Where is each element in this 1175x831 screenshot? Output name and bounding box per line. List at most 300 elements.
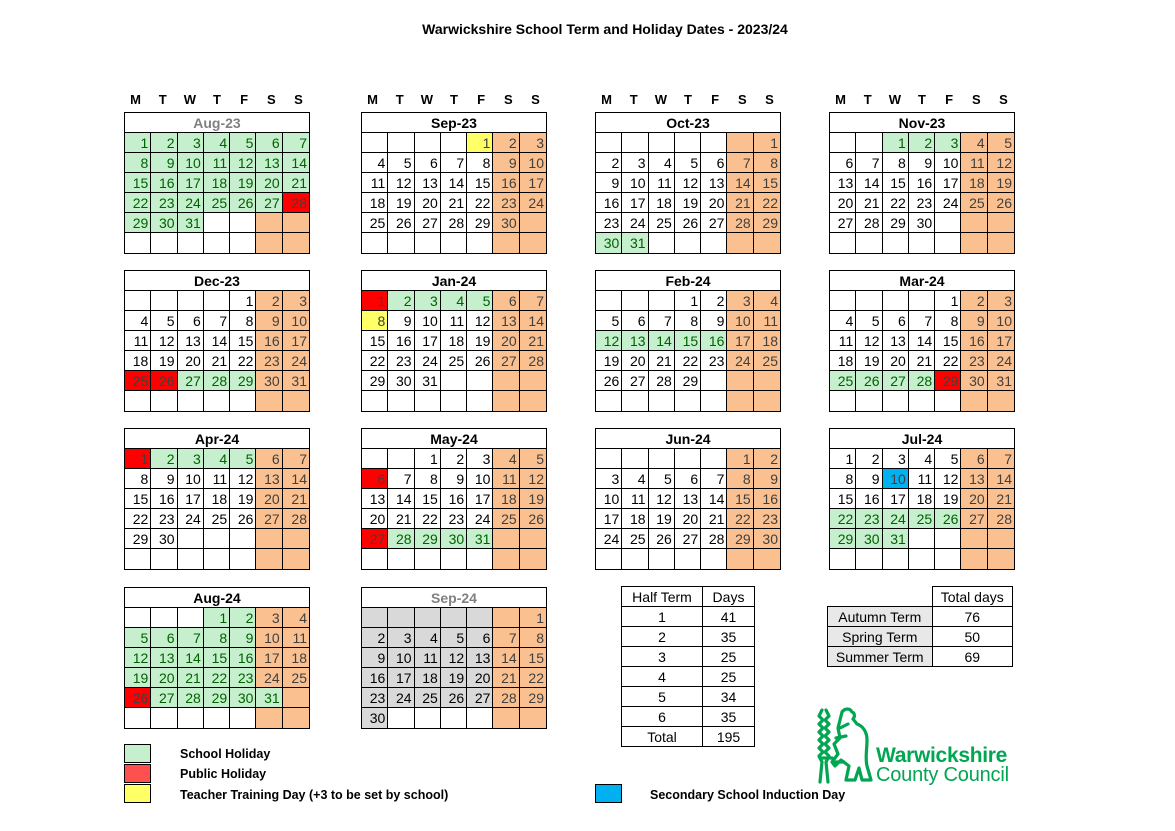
day-cell: [125, 391, 151, 411]
day-cell: [935, 391, 961, 411]
day-cell: 8: [125, 153, 151, 173]
day-cell: 21: [441, 193, 467, 213]
day-cell: 30: [856, 529, 882, 549]
day-cell: 28: [493, 688, 519, 708]
day-cell: 13: [256, 469, 282, 489]
day-cell: 31: [415, 371, 441, 391]
day-cell: 5: [230, 449, 256, 469]
day-cell: 28: [283, 509, 309, 529]
day-cell: 5: [596, 311, 622, 331]
day-cell: 11: [125, 331, 151, 351]
weekday-label: T: [158, 92, 167, 107]
day-cell: [388, 233, 414, 253]
day-cell: 31: [256, 688, 282, 708]
day-cell: 14: [649, 331, 675, 351]
day-cell: [883, 549, 909, 569]
day-cell: 19: [520, 489, 546, 509]
day-cell: 14: [283, 469, 309, 489]
month-name: Apr-24: [125, 429, 309, 449]
day-cell: [256, 708, 282, 728]
day-cell: 30: [441, 529, 467, 549]
day-cell: 19: [151, 351, 177, 371]
day-cell: 18: [204, 489, 230, 509]
day-cell: 29: [830, 529, 856, 549]
induction-label: Secondary School Induction Day: [650, 788, 846, 802]
day-cell: 8: [830, 469, 856, 489]
day-cell: 22: [204, 668, 230, 688]
day-cell: [935, 529, 961, 549]
weekday-label: T: [450, 92, 458, 107]
day-cell: [441, 708, 467, 728]
public-holiday-swatch: [124, 764, 151, 783]
day-cell: 16: [388, 331, 414, 351]
day-cell: 22: [467, 193, 493, 213]
day-cell: 15: [830, 489, 856, 509]
day-cell: 26: [230, 193, 256, 213]
weekday-label: S: [266, 92, 276, 107]
day-cell: [649, 233, 675, 253]
day-cell: 23: [151, 509, 177, 529]
day-cell: [178, 291, 204, 311]
day-cell: 1: [204, 608, 230, 628]
term-days: 50: [932, 627, 1013, 647]
day-cell: 17: [727, 331, 753, 351]
day-cell: 2: [596, 153, 622, 173]
day-cell: 25: [754, 351, 780, 371]
day-cell: [961, 213, 987, 233]
day-cell: 2: [388, 291, 414, 311]
table-row: [828, 607, 1013, 627]
day-cell: 29: [935, 371, 961, 391]
day-cell: 28: [727, 213, 753, 233]
day-cell: 19: [675, 193, 701, 213]
day-cell: [493, 549, 519, 569]
term-totals-table: [827, 586, 1013, 667]
day-cell: 9: [754, 469, 780, 489]
day-cell: [178, 529, 204, 549]
day-cell: 15: [754, 173, 780, 193]
day-cell: 25: [830, 371, 856, 391]
day-cell: [230, 549, 256, 569]
month-jun-24: [595, 428, 781, 570]
day-cell: 17: [283, 331, 309, 351]
day-cell: [204, 213, 230, 233]
day-cell: 27: [883, 371, 909, 391]
day-cell: 13: [675, 489, 701, 509]
day-cell: 6: [151, 628, 177, 648]
day-cell: 22: [415, 509, 441, 529]
weekday-header: [122, 92, 312, 107]
day-cell: 24: [178, 193, 204, 213]
day-cell: 29: [754, 213, 780, 233]
month-aug-23: [124, 112, 310, 254]
day-cell: 14: [388, 489, 414, 509]
day-cell: 16: [151, 489, 177, 509]
day-cell: 18: [961, 173, 987, 193]
month-apr-24: [124, 428, 310, 570]
day-cell: 17: [467, 489, 493, 509]
day-cell: 12: [856, 331, 882, 351]
day-cell: 20: [493, 331, 519, 351]
day-cell: 27: [178, 371, 204, 391]
day-cell: 10: [883, 469, 909, 489]
day-cell: 6: [883, 311, 909, 331]
day-cell: 30: [256, 371, 282, 391]
day-cell: 1: [830, 449, 856, 469]
day-cell: 22: [675, 351, 701, 371]
day-cell: 20: [256, 489, 282, 509]
weekday-label: M: [835, 92, 846, 107]
day-cell: 18: [909, 489, 935, 509]
day-cell: 11: [493, 469, 519, 489]
day-cell: [230, 213, 256, 233]
day-cell: 15: [467, 173, 493, 193]
day-cell: 9: [493, 153, 519, 173]
day-cell: 18: [493, 489, 519, 509]
teacher-training-label: Teacher Training Day (+3 to be set by school): [180, 788, 449, 802]
half-term-number: 6: [622, 707, 703, 727]
day-cell: 15: [935, 331, 961, 351]
day-cell: 10: [178, 153, 204, 173]
day-cell: 30: [362, 708, 388, 728]
day-cell: [256, 213, 282, 233]
day-cell: 28: [909, 371, 935, 391]
day-cell: 19: [935, 489, 961, 509]
day-cell: [622, 133, 648, 153]
day-cell: 16: [151, 173, 177, 193]
day-cell: 26: [467, 351, 493, 371]
weekday-label: W: [888, 92, 901, 107]
day-cell: [701, 391, 727, 411]
day-cell: 29: [727, 529, 753, 549]
day-cell: [467, 708, 493, 728]
day-cell: [362, 449, 388, 469]
day-cell: 23: [754, 509, 780, 529]
day-cell: 24: [596, 529, 622, 549]
day-cell: [988, 213, 1014, 233]
day-cell: 20: [830, 193, 856, 213]
day-cell: 21: [283, 489, 309, 509]
day-cell: 20: [675, 509, 701, 529]
day-cell: [675, 449, 701, 469]
day-cell: 17: [883, 489, 909, 509]
day-cell: 23: [493, 193, 519, 213]
day-cell: 21: [727, 193, 753, 213]
day-cell: [727, 133, 753, 153]
term-days: 69: [932, 647, 1013, 667]
day-cell: 3: [883, 449, 909, 469]
day-cell: 20: [362, 509, 388, 529]
day-cell: 4: [441, 291, 467, 311]
weekday-label: S: [503, 92, 513, 107]
day-cell: [151, 608, 177, 628]
day-cell: 14: [441, 173, 467, 193]
day-cell: 29: [230, 371, 256, 391]
day-cell: 12: [388, 173, 414, 193]
day-cell: [988, 233, 1014, 253]
day-cell: 12: [649, 489, 675, 509]
day-cell: 29: [415, 529, 441, 549]
day-cell: 21: [649, 351, 675, 371]
weekday-label: S: [999, 92, 1008, 107]
day-cell: 5: [649, 469, 675, 489]
day-cell: 16: [909, 173, 935, 193]
day-cell: [649, 449, 675, 469]
day-cell: 3: [520, 133, 546, 153]
day-cell: [283, 549, 309, 569]
day-cell: 2: [230, 608, 256, 628]
day-cell: 29: [362, 371, 388, 391]
day-cell: 22: [230, 351, 256, 371]
day-cell: 18: [125, 351, 151, 371]
day-cell: [441, 133, 467, 153]
day-cell: [754, 371, 780, 391]
day-cell: 1: [935, 291, 961, 311]
day-cell: 14: [988, 469, 1014, 489]
day-cell: [856, 291, 882, 311]
day-cell: 13: [467, 648, 493, 668]
day-cell: 28: [283, 193, 309, 213]
day-cell: 9: [596, 173, 622, 193]
day-cell: 1: [727, 449, 753, 469]
day-cell: 14: [283, 153, 309, 173]
day-cell: 18: [754, 331, 780, 351]
table-row: [622, 627, 755, 647]
day-cell: 2: [909, 133, 935, 153]
month-name: Feb-24: [596, 271, 780, 291]
day-cell: 11: [622, 489, 648, 509]
day-cell: [935, 213, 961, 233]
day-cell: 6: [256, 449, 282, 469]
day-cell: [151, 708, 177, 728]
half-term-days: 34: [703, 687, 755, 707]
day-cell: 26: [675, 213, 701, 233]
day-cell: 14: [178, 648, 204, 668]
day-cell: 29: [675, 371, 701, 391]
day-cell: 23: [909, 193, 935, 213]
day-cell: [493, 708, 519, 728]
month-name: Oct-23: [596, 113, 780, 133]
day-cell: 15: [125, 489, 151, 509]
day-cell: 25: [441, 351, 467, 371]
day-cell: [675, 233, 701, 253]
day-cell: 26: [125, 688, 151, 708]
day-cell: 31: [988, 371, 1014, 391]
day-cell: 22: [935, 351, 961, 371]
day-cell: 15: [520, 648, 546, 668]
day-cell: 23: [441, 509, 467, 529]
day-cell: [935, 549, 961, 569]
half-term-number: 2: [622, 627, 703, 647]
day-cell: 19: [856, 351, 882, 371]
day-cell: [178, 391, 204, 411]
month-name: Nov-23: [830, 113, 1014, 133]
day-cell: 3: [988, 291, 1014, 311]
half-term-number: 4: [622, 667, 703, 687]
month-oct-23: [595, 112, 781, 254]
day-cell: [125, 233, 151, 253]
half-term-days: 25: [703, 667, 755, 687]
day-cell: [727, 549, 753, 569]
day-cell: 11: [441, 311, 467, 331]
day-cell: 7: [204, 311, 230, 331]
table-row: [622, 667, 755, 687]
day-cell: 3: [467, 449, 493, 469]
table-row: [622, 687, 755, 707]
weekday-label: S: [531, 92, 540, 107]
day-cell: 23: [230, 668, 256, 688]
day-cell: 5: [856, 311, 882, 331]
day-cell: 30: [493, 213, 519, 233]
day-cell: 21: [520, 331, 546, 351]
day-cell: 15: [727, 489, 753, 509]
day-cell: 7: [909, 311, 935, 331]
day-cell: 25: [961, 193, 987, 213]
day-cell: 20: [701, 193, 727, 213]
day-cell: [362, 133, 388, 153]
logo-line2: County Council: [876, 764, 1009, 786]
day-cell: 3: [596, 469, 622, 489]
day-cell: 2: [493, 133, 519, 153]
day-cell: 4: [649, 153, 675, 173]
day-cell: [467, 371, 493, 391]
day-cell: 7: [727, 153, 753, 173]
day-cell: [125, 608, 151, 628]
day-cell: 23: [596, 213, 622, 233]
day-cell: 15: [230, 331, 256, 351]
day-cell: 10: [596, 489, 622, 509]
month-dec-23: [124, 270, 310, 412]
day-cell: [362, 608, 388, 628]
day-cell: [622, 391, 648, 411]
day-cell: [701, 449, 727, 469]
day-cell: [283, 708, 309, 728]
day-cell: 17: [256, 648, 282, 668]
day-cell: [178, 549, 204, 569]
day-cell: 12: [675, 173, 701, 193]
day-cell: 12: [230, 153, 256, 173]
day-cell: 13: [961, 469, 987, 489]
day-cell: [388, 133, 414, 153]
day-cell: 23: [362, 688, 388, 708]
day-cell: 28: [988, 509, 1014, 529]
day-cell: [125, 549, 151, 569]
day-cell: 9: [362, 648, 388, 668]
day-cell: [596, 391, 622, 411]
table-row: [622, 727, 755, 747]
day-cell: [441, 233, 467, 253]
day-cell: 11: [362, 173, 388, 193]
day-cell: 15: [415, 489, 441, 509]
day-cell: 1: [362, 291, 388, 311]
day-cell: [441, 371, 467, 391]
day-cell: [856, 133, 882, 153]
day-cell: 18: [415, 668, 441, 688]
day-cell: 14: [493, 648, 519, 668]
day-cell: 5: [520, 449, 546, 469]
day-cell: 29: [204, 688, 230, 708]
day-cell: 25: [909, 509, 935, 529]
half-term-days: 35: [703, 627, 755, 647]
weekday-header: [827, 92, 1017, 107]
day-cell: 18: [283, 648, 309, 668]
day-cell: [856, 233, 882, 253]
day-cell: 18: [622, 509, 648, 529]
day-cell: 1: [520, 608, 546, 628]
day-cell: 14: [204, 331, 230, 351]
day-cell: 11: [649, 173, 675, 193]
day-cell: 31: [622, 233, 648, 253]
day-cell: 29: [520, 688, 546, 708]
day-cell: [283, 233, 309, 253]
day-cell: 26: [388, 213, 414, 233]
day-cell: [151, 233, 177, 253]
day-cell: [362, 391, 388, 411]
day-cell: 17: [622, 193, 648, 213]
day-cell: 3: [727, 291, 753, 311]
day-cell: 31: [467, 529, 493, 549]
day-cell: [675, 133, 701, 153]
day-cell: [256, 233, 282, 253]
total-value: 195: [703, 727, 755, 747]
empty-corner: [828, 587, 933, 607]
day-cell: 6: [467, 628, 493, 648]
day-cell: 11: [830, 331, 856, 351]
day-cell: 23: [256, 351, 282, 371]
day-cell: [883, 391, 909, 411]
day-cell: 22: [520, 668, 546, 688]
day-cell: 3: [178, 449, 204, 469]
day-cell: 26: [596, 371, 622, 391]
day-cell: 27: [362, 529, 388, 549]
day-cell: [204, 291, 230, 311]
day-cell: 2: [701, 291, 727, 311]
day-cell: 11: [415, 648, 441, 668]
day-cell: 13: [883, 331, 909, 351]
day-cell: 27: [256, 193, 282, 213]
day-cell: 16: [596, 193, 622, 213]
day-cell: 13: [178, 331, 204, 351]
day-cell: [830, 549, 856, 569]
table-row: [828, 647, 1013, 667]
day-cell: 16: [256, 331, 282, 351]
half-term-number: 1: [622, 607, 703, 627]
day-cell: 11: [204, 469, 230, 489]
day-cell: [883, 233, 909, 253]
day-cell: [256, 391, 282, 411]
day-cell: 1: [125, 449, 151, 469]
day-cell: 2: [754, 449, 780, 469]
day-cell: 28: [441, 213, 467, 233]
day-cell: [204, 708, 230, 728]
day-cell: 12: [467, 311, 493, 331]
day-cell: [830, 291, 856, 311]
weekday-label: T: [918, 92, 926, 107]
day-cell: 28: [701, 529, 727, 549]
day-cell: [283, 391, 309, 411]
day-cell: 15: [362, 331, 388, 351]
day-cell: 4: [493, 449, 519, 469]
day-cell: 3: [935, 133, 961, 153]
day-cell: [675, 549, 701, 569]
table-row: [622, 647, 755, 667]
day-cell: [883, 291, 909, 311]
day-cell: 12: [441, 648, 467, 668]
day-cell: [935, 233, 961, 253]
day-cell: 23: [961, 351, 987, 371]
day-cell: [230, 529, 256, 549]
day-cell: 23: [151, 193, 177, 213]
